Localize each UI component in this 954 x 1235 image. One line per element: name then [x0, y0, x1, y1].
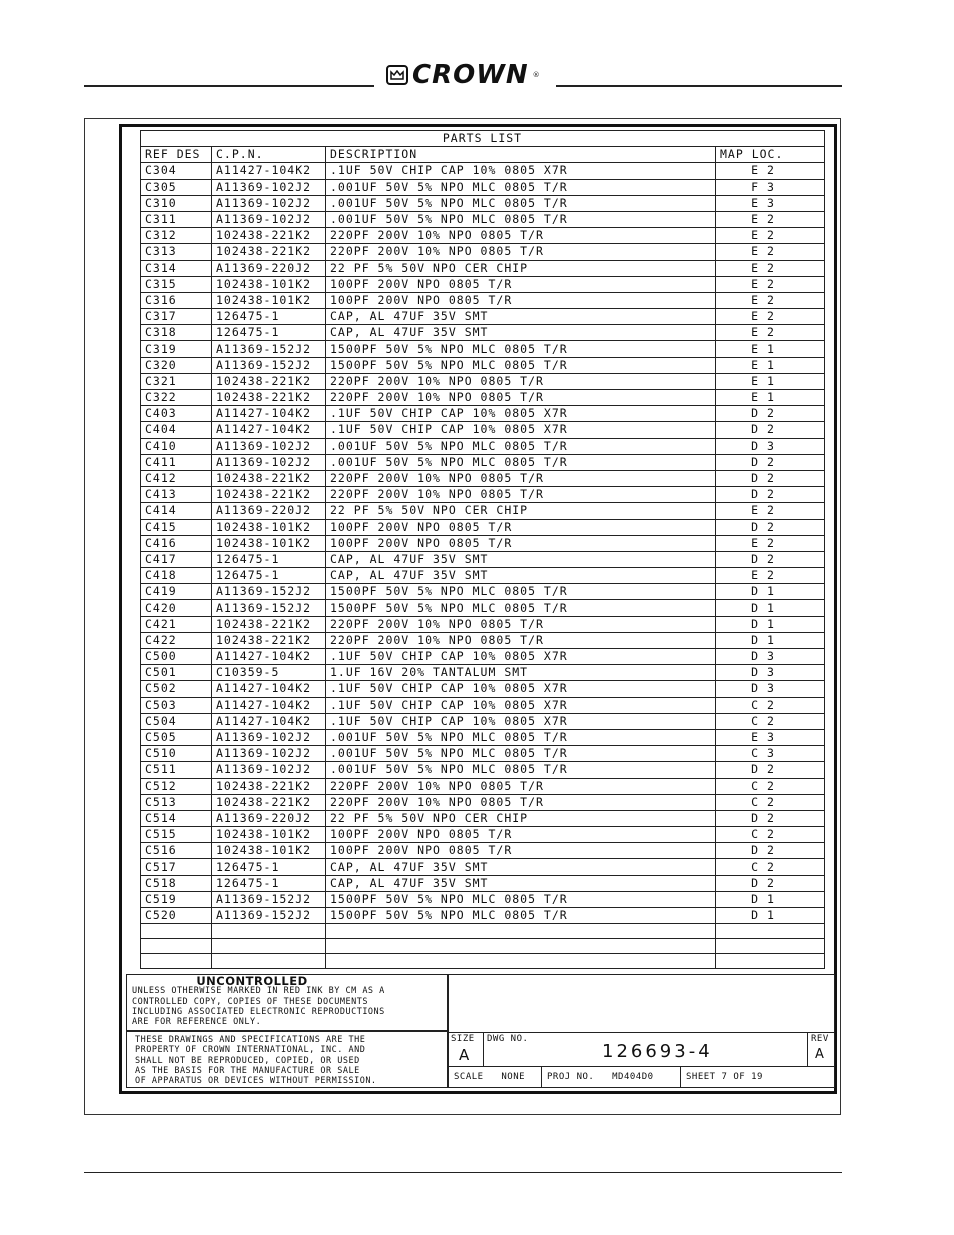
cpn-cell: 102438-221K2 [212, 244, 326, 260]
cpn-cell: A11369-220J2 [212, 260, 326, 276]
table-row [141, 843, 825, 859]
cpn-cell: A11369-152J2 [212, 584, 326, 600]
ref-des-cell: C504 [141, 713, 212, 729]
map-loc-cell: C 2 [716, 697, 825, 713]
map-loc-cell: C 2 [716, 827, 825, 843]
map-loc-cell: E 2 [716, 503, 825, 519]
table-row [141, 503, 825, 519]
cpn-cell: A11369-102J2 [212, 729, 326, 745]
ref-des-cell: C320 [141, 357, 212, 373]
map-loc-cell: D 1 [716, 616, 825, 632]
map-loc-cell: D 1 [716, 908, 825, 924]
map-loc-cell: C 2 [716, 859, 825, 875]
table-row [141, 487, 825, 503]
dwg-no-label: DWG NO. [487, 1034, 529, 1044]
cpn-cell: 126475-1 [212, 325, 326, 341]
ref-des-cell: C515 [141, 827, 212, 843]
map-loc-cell: E 1 [716, 341, 825, 357]
description-cell: 1500PF 50V 5% NPO MLC 0805 T/R [326, 908, 716, 924]
ref-des-cell: C404 [141, 422, 212, 438]
ref-des-cell: C315 [141, 276, 212, 292]
ref-des-cell: C321 [141, 373, 212, 389]
table-row [141, 195, 825, 211]
header-rule-right [556, 85, 842, 87]
ref-des-cell: C314 [141, 260, 212, 276]
description-cell: 220PF 200V 10% NPO 0805 T/R [326, 794, 716, 810]
cpn-cell: 102438-221K2 [212, 778, 326, 794]
map-loc-cell: E 2 [716, 292, 825, 308]
ref-des-cell: C322 [141, 390, 212, 406]
description-cell: 220PF 200V 10% NPO 0805 T/R [326, 390, 716, 406]
ref-des-cell: C511 [141, 762, 212, 778]
rev-value: A [815, 1047, 825, 1062]
empty-cell [326, 954, 716, 969]
property-line: AS THE BASIS FOR THE MANUFACTURE OR SALE [135, 1065, 360, 1076]
ref-des-cell: C305 [141, 179, 212, 195]
property-line: PROPERTY OF CROWN INTERNATIONAL, INC. AND [135, 1045, 366, 1056]
table-row [141, 681, 825, 697]
table-row [141, 406, 825, 422]
table-row [141, 729, 825, 745]
ref-des-cell: C313 [141, 244, 212, 260]
dwg-no-value: 126693-4 [602, 1041, 713, 1062]
description-cell: .1UF 50V CHIP CAP 10% 0805 X7R [326, 422, 716, 438]
ref-des-cell: C421 [141, 616, 212, 632]
ref-des-cell: C502 [141, 681, 212, 697]
cpn-cell: A11427-104K2 [212, 406, 326, 422]
title-block [448, 974, 835, 1088]
ref-des-cell: C500 [141, 649, 212, 665]
map-loc-cell: E 1 [716, 373, 825, 389]
map-loc-cell: D 1 [716, 600, 825, 616]
cpn-cell: 126475-1 [212, 309, 326, 325]
rev-label: REV [811, 1034, 829, 1044]
empty-cell [141, 924, 212, 939]
map-loc-cell: C 2 [716, 778, 825, 794]
cpn-cell: 102438-221K2 [212, 487, 326, 503]
description-cell: 100PF 200V NPO 0805 T/R [326, 843, 716, 859]
ref-des-cell: C415 [141, 519, 212, 535]
cpn-cell: 102438-221K2 [212, 632, 326, 648]
cpn-cell: A11369-152J2 [212, 891, 326, 907]
map-loc-cell: D 3 [716, 665, 825, 681]
ref-des-cell: C505 [141, 729, 212, 745]
description-cell: 1500PF 50V 5% NPO MLC 0805 T/R [326, 891, 716, 907]
map-loc-cell: C 2 [716, 794, 825, 810]
map-loc-cell: E 3 [716, 195, 825, 211]
map-loc-cell: E 2 [716, 535, 825, 551]
cpn-cell: A11369-152J2 [212, 908, 326, 924]
ref-des-cell: C317 [141, 309, 212, 325]
cpn-cell: A11427-104K2 [212, 681, 326, 697]
cpn-cell: 102438-101K2 [212, 827, 326, 843]
notice-line: UNLESS OTHERWISE MARKED IN RED INK BY CM AS A [132, 986, 385, 997]
table-row [141, 535, 825, 551]
map-loc-cell: E 3 [716, 729, 825, 745]
description-cell: .001UF 50V 5% NPO MLC 0805 T/R [326, 454, 716, 470]
table-row [141, 211, 825, 227]
description-cell: 22 PF 5% 50V NPO CER CHIP [326, 260, 716, 276]
description-cell: 1500PF 50V 5% NPO MLC 0805 T/R [326, 357, 716, 373]
dwg-no-cell [483, 1032, 808, 1067]
table-row [141, 309, 825, 325]
cpn-cell: 102438-221K2 [212, 228, 326, 244]
col-map-loc: MAP LOC. [716, 147, 825, 163]
map-loc-cell: D 2 [716, 422, 825, 438]
description-cell: .001UF 50V 5% NPO MLC 0805 T/R [326, 746, 716, 762]
map-loc-cell: D 1 [716, 632, 825, 648]
table-row [141, 875, 825, 891]
description-cell: CAP, AL 47UF 35V SMT [326, 551, 716, 567]
description-cell: 220PF 200V 10% NPO 0805 T/R [326, 228, 716, 244]
ref-des-cell: C412 [141, 470, 212, 486]
table-row [141, 373, 825, 389]
description-cell: .001UF 50V 5% NPO MLC 0805 T/R [326, 762, 716, 778]
cpn-cell: A11369-102J2 [212, 179, 326, 195]
parts-list-table [140, 130, 825, 969]
description-cell: 1500PF 50V 5% NPO MLC 0805 T/R [326, 584, 716, 600]
table-row [141, 454, 825, 470]
map-loc-cell: D 2 [716, 406, 825, 422]
table-row [141, 778, 825, 794]
table-row [141, 551, 825, 567]
cpn-cell: A11369-102J2 [212, 762, 326, 778]
header-rule-left [84, 85, 374, 87]
ref-des-cell: C310 [141, 195, 212, 211]
cpn-cell: 126475-1 [212, 551, 326, 567]
cpn-cell: 126475-1 [212, 859, 326, 875]
cpn-cell: 102438-101K2 [212, 843, 326, 859]
ref-des-cell: C513 [141, 794, 212, 810]
cpn-cell: 102438-221K2 [212, 470, 326, 486]
crown-logo [386, 62, 540, 88]
map-loc-cell: D 2 [716, 470, 825, 486]
cpn-cell: A11369-152J2 [212, 357, 326, 373]
map-loc-cell: D 2 [716, 551, 825, 567]
proj-no-cell [541, 1066, 681, 1088]
table-row [141, 422, 825, 438]
table-row [141, 357, 825, 373]
description-cell: .1UF 50V CHIP CAP 10% 0805 X7R [326, 406, 716, 422]
scale-cell [448, 1066, 542, 1088]
ref-des-cell: C417 [141, 551, 212, 567]
map-loc-cell: D 3 [716, 649, 825, 665]
map-loc-cell: D 3 [716, 438, 825, 454]
ref-des-cell: C422 [141, 632, 212, 648]
cpn-cell: A11427-104K2 [212, 163, 326, 179]
empty-cell [716, 924, 825, 939]
empty-table-row [141, 939, 825, 954]
col-ref-des: REF DES [141, 147, 212, 163]
ref-des-cell: C403 [141, 406, 212, 422]
description-cell: 100PF 200V NPO 0805 T/R [326, 535, 716, 551]
table-row [141, 228, 825, 244]
ref-des-cell: C519 [141, 891, 212, 907]
description-cell: .001UF 50V 5% NPO MLC 0805 T/R [326, 729, 716, 745]
map-loc-cell: E 2 [716, 276, 825, 292]
size-value: A [459, 1046, 470, 1064]
map-loc-cell: E 2 [716, 568, 825, 584]
description-cell: CAP, AL 47UF 35V SMT [326, 309, 716, 325]
property-line: SHALL NOT BE REPRODUCED, COPIED, OR USED [135, 1055, 360, 1066]
map-loc-cell: E 2 [716, 228, 825, 244]
table-row [141, 179, 825, 195]
rev-cell [807, 1032, 835, 1067]
table-row [141, 292, 825, 308]
description-cell: 1500PF 50V 5% NPO MLC 0805 T/R [326, 600, 716, 616]
ref-des-cell: C518 [141, 875, 212, 891]
cpn-cell: A11427-104K2 [212, 697, 326, 713]
size-label: SIZE [451, 1034, 475, 1044]
ref-des-cell: C503 [141, 697, 212, 713]
empty-cell [141, 939, 212, 954]
description-cell: 22 PF 5% 50V NPO CER CHIP [326, 810, 716, 826]
ref-des-cell: C413 [141, 487, 212, 503]
map-loc-cell: D 2 [716, 487, 825, 503]
empty-cell [326, 939, 716, 954]
cpn-cell: A11369-102J2 [212, 454, 326, 470]
crown-icon [386, 65, 408, 85]
cpn-cell: A11369-220J2 [212, 810, 326, 826]
table-row [141, 244, 825, 260]
table-row [141, 713, 825, 729]
map-loc-cell: C 3 [716, 746, 825, 762]
cpn-cell: 102438-221K2 [212, 373, 326, 389]
ref-des-cell: C410 [141, 438, 212, 454]
empty-cell [212, 939, 326, 954]
map-loc-cell: D 2 [716, 454, 825, 470]
description-cell: 220PF 200V 10% NPO 0805 T/R [326, 470, 716, 486]
table-row [141, 665, 825, 681]
cpn-cell: 102438-101K2 [212, 292, 326, 308]
cpn-cell: A11369-102J2 [212, 211, 326, 227]
cpn-cell: 102438-101K2 [212, 535, 326, 551]
table-row [141, 584, 825, 600]
map-loc-cell: D 2 [716, 810, 825, 826]
map-loc-cell: E 2 [716, 163, 825, 179]
table-row [141, 616, 825, 632]
size-cell [448, 1032, 484, 1067]
cpn-cell: 126475-1 [212, 875, 326, 891]
ref-des-cell: C514 [141, 810, 212, 826]
table-row [141, 827, 825, 843]
cpn-cell: 102438-101K2 [212, 519, 326, 535]
map-loc-cell: D 2 [716, 843, 825, 859]
description-cell: 220PF 200V 10% NPO 0805 T/R [326, 244, 716, 260]
scale-label: SCALE [454, 1072, 484, 1082]
description-cell: .1UF 50V CHIP CAP 10% 0805 X7R [326, 649, 716, 665]
description-cell: .1UF 50V CHIP CAP 10% 0805 X7R [326, 681, 716, 697]
property-notice [126, 1031, 448, 1088]
ref-des-cell: C420 [141, 600, 212, 616]
description-cell: 220PF 200V 10% NPO 0805 T/R [326, 632, 716, 648]
description-cell: CAP, AL 47UF 35V SMT [326, 875, 716, 891]
description-cell: 220PF 200V 10% NPO 0805 T/R [326, 616, 716, 632]
cpn-cell: 102438-221K2 [212, 794, 326, 810]
cpn-cell: 102438-221K2 [212, 390, 326, 406]
description-cell: 220PF 200V 10% NPO 0805 T/R [326, 373, 716, 389]
scale-value: NONE [501, 1072, 526, 1082]
cpn-cell: A11427-104K2 [212, 422, 326, 438]
map-loc-cell: E 2 [716, 309, 825, 325]
table-row [141, 794, 825, 810]
empty-cell [141, 954, 212, 969]
table-row [141, 470, 825, 486]
description-cell: 100PF 200V NPO 0805 T/R [326, 827, 716, 843]
brand-name: CROWN [412, 60, 529, 90]
empty-cell [716, 939, 825, 954]
map-loc-cell: C 2 [716, 713, 825, 729]
empty-cell [326, 924, 716, 939]
map-loc-cell: E 1 [716, 357, 825, 373]
ref-des-cell: C510 [141, 746, 212, 762]
table-row [141, 568, 825, 584]
ref-des-cell: C311 [141, 211, 212, 227]
ref-des-cell: C419 [141, 584, 212, 600]
empty-cell [212, 954, 326, 969]
registered-mark: ® [532, 71, 540, 79]
cpn-cell: A11427-104K2 [212, 649, 326, 665]
map-loc-cell: D 1 [716, 891, 825, 907]
col-description: DESCRIPTION [326, 147, 716, 163]
table-row [141, 908, 825, 924]
ref-des-cell: C316 [141, 292, 212, 308]
ref-des-cell: C418 [141, 568, 212, 584]
sheet-value: 7 OF 19 [721, 1072, 763, 1082]
ref-des-cell: C520 [141, 908, 212, 924]
ref-des-cell: C312 [141, 228, 212, 244]
cpn-cell: A11369-152J2 [212, 341, 326, 357]
description-cell: 100PF 200V NPO 0805 T/R [326, 276, 716, 292]
map-loc-cell: E 2 [716, 211, 825, 227]
map-loc-cell: E 1 [716, 390, 825, 406]
table-title: PARTS LIST [141, 131, 825, 147]
table-row [141, 649, 825, 665]
cpn-cell: A11369-102J2 [212, 746, 326, 762]
cpn-cell: A11427-104K2 [212, 713, 326, 729]
description-cell: CAP, AL 47UF 35V SMT [326, 859, 716, 875]
map-loc-cell: F 3 [716, 179, 825, 195]
table-row [141, 697, 825, 713]
ref-des-cell: C411 [141, 454, 212, 470]
proj-no-label: PROJ NO. [547, 1072, 595, 1082]
table-row [141, 859, 825, 875]
notice-line: ARE FOR REFERENCE ONLY. [132, 1017, 262, 1028]
empty-table-row [141, 924, 825, 939]
table-row [141, 632, 825, 648]
property-line: THESE DRAWINGS AND SPECIFICATIONS ARE THE [135, 1035, 366, 1045]
notice-heading: UNCONTROLLED [196, 974, 308, 988]
description-cell: 100PF 200V NPO 0805 T/R [326, 292, 716, 308]
notice-line: CONTROLLED COPY, COPIES OF THESE DOCUMENTS [132, 996, 368, 1007]
cpn-cell: 102438-221K2 [212, 616, 326, 632]
table-row [141, 390, 825, 406]
cpn-cell: A11369-220J2 [212, 503, 326, 519]
property-line: OF APPARATUS OR DEVICES WITHOUT PERMISSION. [135, 1076, 377, 1087]
cpn-cell: 126475-1 [212, 568, 326, 584]
parts-table-body [141, 163, 825, 969]
description-cell: .001UF 50V 5% NPO MLC 0805 T/R [326, 179, 716, 195]
empty-cell [212, 924, 326, 939]
description-cell: .1UF 50V CHIP CAP 10% 0805 X7R [326, 697, 716, 713]
col-cpn: C.P.N. [212, 147, 326, 163]
map-loc-cell: D 2 [716, 762, 825, 778]
sheet-label: SHEET [686, 1072, 716, 1082]
table-row [141, 762, 825, 778]
description-cell: .1UF 50V CHIP CAP 10% 0805 X7R [326, 163, 716, 179]
description-cell: CAP, AL 47UF 35V SMT [326, 568, 716, 584]
table-row [141, 600, 825, 616]
uncontrolled-notice [126, 974, 448, 1031]
notice-line: INCLUDING ASSOCIATED ELECTRONIC REPRODUCTIONS [132, 1006, 385, 1017]
ref-des-cell: C501 [141, 665, 212, 681]
cpn-cell: A11369-152J2 [212, 600, 326, 616]
ref-des-cell: C414 [141, 503, 212, 519]
table-row [141, 325, 825, 341]
table-row [141, 810, 825, 826]
empty-cell [716, 954, 825, 969]
ref-des-cell: C304 [141, 163, 212, 179]
table-row [141, 260, 825, 276]
table-row [141, 341, 825, 357]
ref-des-cell: C516 [141, 843, 212, 859]
map-loc-cell: D 3 [716, 681, 825, 697]
map-loc-cell: D 2 [716, 875, 825, 891]
description-cell: 1.UF 16V 20% TANTALUM SMT [326, 665, 716, 681]
ref-des-cell: C318 [141, 325, 212, 341]
map-loc-cell: D 2 [716, 519, 825, 535]
description-cell: 220PF 200V 10% NPO 0805 T/R [326, 778, 716, 794]
sheet-cell [680, 1066, 835, 1088]
table-row [141, 746, 825, 762]
map-loc-cell: E 2 [716, 260, 825, 276]
cpn-cell: A11369-102J2 [212, 438, 326, 454]
table-row [141, 438, 825, 454]
description-cell: 100PF 200V NPO 0805 T/R [326, 519, 716, 535]
ref-des-cell: C319 [141, 341, 212, 357]
table-row [141, 891, 825, 907]
ref-des-cell: C512 [141, 778, 212, 794]
table-row [141, 276, 825, 292]
description-cell: .001UF 50V 5% NPO MLC 0805 T/R [326, 211, 716, 227]
map-loc-cell: E 2 [716, 325, 825, 341]
empty-table-row [141, 954, 825, 969]
proj-no-value: MD404D0 [612, 1072, 654, 1082]
description-cell: 220PF 200V 10% NPO 0805 T/R [326, 487, 716, 503]
description-cell: .001UF 50V 5% NPO MLC 0805 T/R [326, 195, 716, 211]
table-row [141, 519, 825, 535]
table-row [141, 163, 825, 179]
ref-des-cell: C416 [141, 535, 212, 551]
description-cell: 22 PF 5% 50V NPO CER CHIP [326, 503, 716, 519]
description-cell: .1UF 50V CHIP CAP 10% 0805 X7R [326, 713, 716, 729]
map-loc-cell: D 1 [716, 584, 825, 600]
map-loc-cell: E 2 [716, 244, 825, 260]
footer-rule [84, 1172, 842, 1173]
description-cell: 1500PF 50V 5% NPO MLC 0805 T/R [326, 341, 716, 357]
cpn-cell: 102438-101K2 [212, 276, 326, 292]
cpn-cell: C10359-5 [212, 665, 326, 681]
cpn-cell: A11369-102J2 [212, 195, 326, 211]
ref-des-cell: C517 [141, 859, 212, 875]
description-cell: CAP, AL 47UF 35V SMT [326, 325, 716, 341]
description-cell: .001UF 50V 5% NPO MLC 0805 T/R [326, 438, 716, 454]
